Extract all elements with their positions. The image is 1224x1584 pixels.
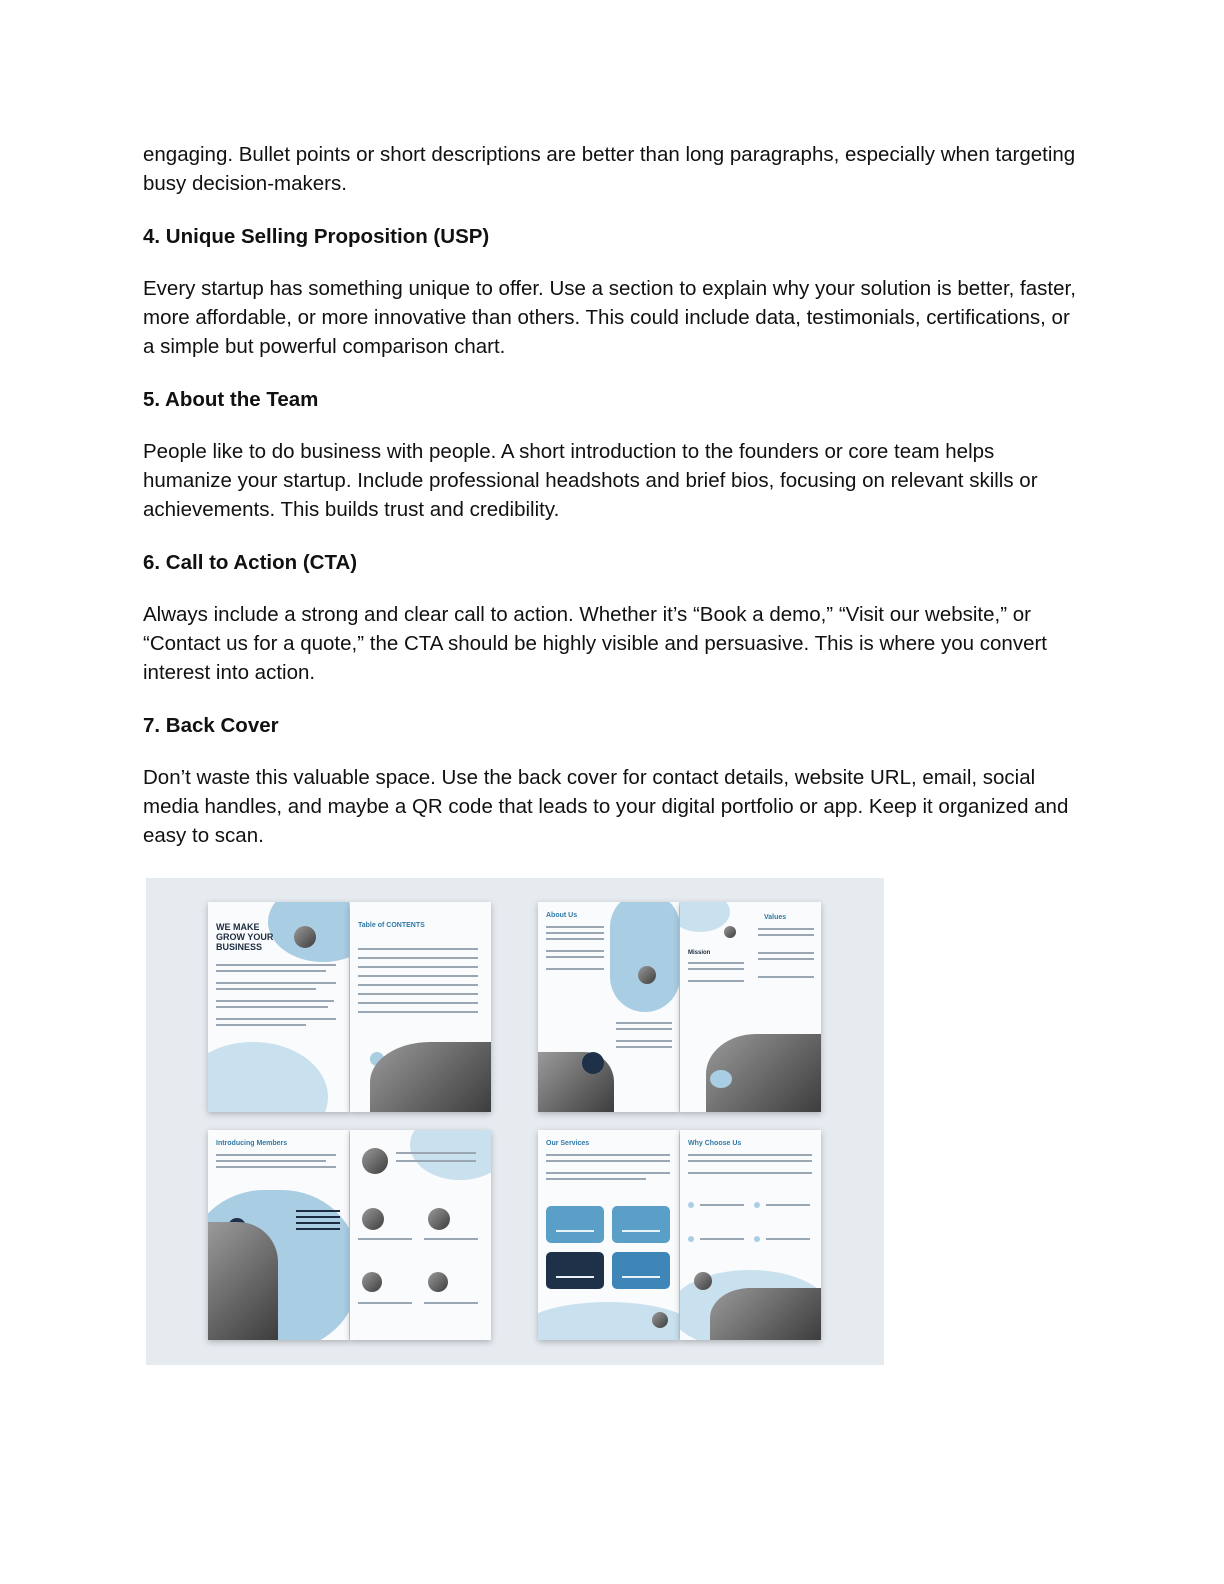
section-heading-cta: 6. Call to Action (CTA) xyxy=(143,551,358,574)
brochure-page xyxy=(538,1130,679,1340)
brochure-cover-title: WE MAKE GROW YOUR BUSINESS xyxy=(216,922,274,952)
section-body-back-cover: Don’t waste this valuable space. Use the back cover for contact details, website URL, email, social media handles, and maybe a QR code that leads to your digital portfolio or app. Keep it organized and easy to scan. xyxy=(143,766,1069,847)
brochure-spread-about xyxy=(538,902,821,1112)
document-page xyxy=(143,140,1083,850)
brochure-page xyxy=(538,902,679,1112)
section-body-team: People like to do business with people. A short introduction to the founders or core team helps humanize your startup. Include professional headshots and brief bios, focusing on relevant skills or achievements. This builds trust and credibility. xyxy=(143,440,1038,521)
brochure-page xyxy=(350,1130,491,1340)
brochure-spread-members xyxy=(208,1130,491,1340)
brochure-values-title: Values xyxy=(764,914,787,921)
brochure-members-title: Introducing Members xyxy=(216,1140,288,1147)
brochure-services-title: Our Services xyxy=(546,1140,590,1147)
brochure-spread-services xyxy=(538,1130,821,1340)
brochure-toc-title: Table of CONTENTS xyxy=(358,922,425,929)
brochure-page xyxy=(208,1130,349,1340)
brochure-why-title: Why Choose Us xyxy=(688,1140,742,1147)
brochure-page xyxy=(680,902,821,1112)
brochure-page xyxy=(680,1130,821,1340)
brochure-mission-title: Mission xyxy=(688,950,711,956)
brochure-mockup-image xyxy=(146,878,884,1365)
brochure-spread-cover xyxy=(208,902,491,1112)
section-body-usp: Every startup has something unique to offer. Use a section to explain why your solution is better, faster, more affordable, or more innovative than others. This could include data, testimonials, certifications, or a simple but powerful comparison chart. xyxy=(143,277,1076,358)
section-heading-back-cover: 7. Back Cover xyxy=(143,714,279,737)
section-heading-usp: 4. Unique Selling Proposition (USP) xyxy=(143,225,490,248)
brochure-about-title: About Us xyxy=(546,912,578,919)
section-heading-team: 5. About the Team xyxy=(143,388,319,411)
brochure-page xyxy=(350,902,491,1112)
intro-paragraph: engaging. Bullet points or short descriptions are better than long paragraphs, especially when targeting busy decision-makers. xyxy=(143,143,1076,195)
section-body-cta: Always include a strong and clear call to action. Whether it’s “Book a demo,” “Visit our website,” or “Contact us for a quote,” the CTA should be highly visible and persuasive. This is where you convert interest into action. xyxy=(143,603,1047,684)
brochure-page xyxy=(208,902,349,1112)
